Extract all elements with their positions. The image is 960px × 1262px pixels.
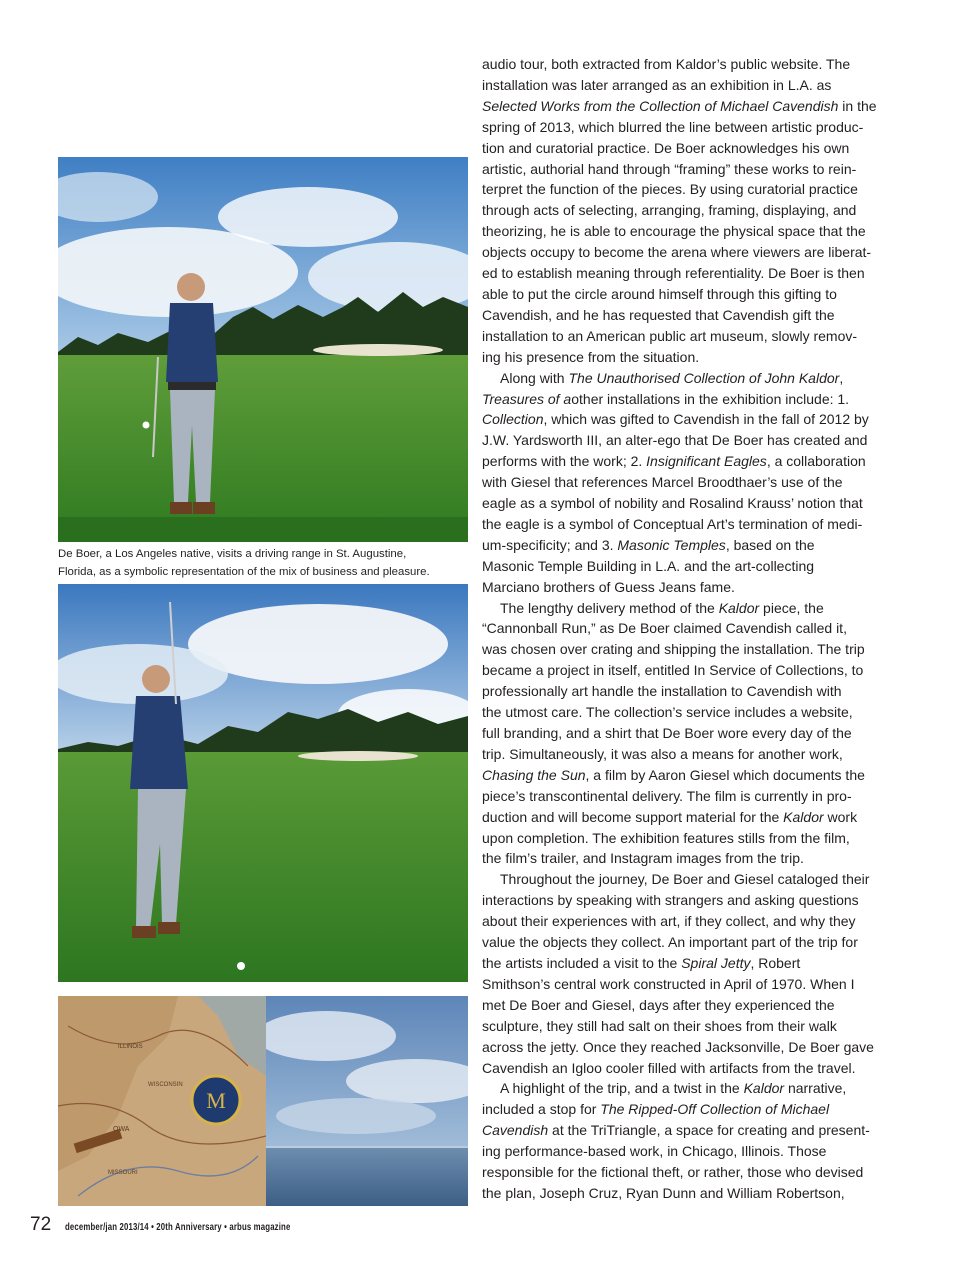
article-line xyxy=(482,618,922,639)
article-text: eagle as a symbol of nobility and Rosalind Krauss’ notion that xyxy=(482,495,863,512)
article-line xyxy=(482,995,922,1016)
article-text: at the TriTriangle, a space for creating and present- xyxy=(548,1122,870,1139)
article-line xyxy=(482,96,922,117)
article-text: Throughout the journey, De Boer and Giesel cataloged their xyxy=(500,871,870,888)
article-text: spring of 2013, which blurred the line between artistic produc- xyxy=(482,118,864,135)
article-italic-title: Kaldor xyxy=(718,599,760,616)
article-line xyxy=(482,577,922,598)
article-line xyxy=(482,430,922,451)
article-line xyxy=(482,368,922,389)
article-line xyxy=(482,1183,922,1204)
article-line xyxy=(482,1162,922,1183)
article-text: artistic, authorial hand through “framing” these works to rein- xyxy=(482,160,857,177)
article-line xyxy=(482,932,922,953)
article-text: , xyxy=(839,369,844,386)
article-text: the artists included a visit to the xyxy=(482,954,682,971)
article-text: , based on the xyxy=(725,536,815,553)
photo-golfer-swinging xyxy=(58,584,468,982)
map-label-bottom: MISSOURI xyxy=(108,1170,138,1176)
article-line xyxy=(482,535,922,556)
article-text: with Giesel that references Marcel Broodthaer’s use of the xyxy=(482,474,843,491)
article-text: Cavendish an Igloo cooler filled with artifacts from the travel. xyxy=(482,1059,856,1076)
article-text: work xyxy=(823,808,858,825)
article-line xyxy=(482,974,922,995)
article-line xyxy=(482,598,922,619)
caption-line-1: De Boer, a Los Angeles native, visits a driving range in St. Augustine, xyxy=(58,548,407,560)
article-line xyxy=(482,848,922,869)
article-text: met De Boer and Giesel, days after they experienced the xyxy=(482,996,835,1013)
article-text: performs with the work; 2. xyxy=(482,453,647,470)
article-text: ed to establish meaning through referentiality. De Boer is then xyxy=(482,265,865,282)
article-text: narrative, xyxy=(784,1080,847,1097)
article-line xyxy=(482,765,922,786)
article-text: Marciano brothers of Guess Jeans fame. xyxy=(482,578,735,595)
article-text: installation was later arranged as an exhibition in L.A. as xyxy=(482,76,832,93)
article-line xyxy=(482,869,922,890)
article-line xyxy=(482,556,922,577)
article-line xyxy=(482,911,922,932)
article-text: was chosen over crating and shipping the installation. The trip xyxy=(482,641,865,658)
article-line xyxy=(482,890,922,911)
article-italic-title: Chasing the Sun xyxy=(482,766,586,783)
article-line xyxy=(482,1099,922,1120)
article-line xyxy=(482,681,922,702)
article-text: objects occupy to become the arena where viewers are liberat- xyxy=(482,244,872,261)
article-text: the utmost care. The collection’s service includes a website, xyxy=(482,704,853,721)
article-text: The lengthy delivery method of the xyxy=(500,599,719,616)
article-text: um-specificity; and 3. xyxy=(482,536,618,553)
article-text: through acts of selecting, arranging, framing, displaying, and xyxy=(482,202,857,219)
map-label-low: OWA xyxy=(113,1126,130,1133)
article-body xyxy=(482,54,922,1204)
article-line xyxy=(482,159,922,180)
article-line xyxy=(482,660,922,681)
article-italic-title: Selected Works from the Collection of Michael Cavendish xyxy=(482,97,839,114)
article-text: Along with xyxy=(500,369,569,386)
article-text: , which was gifted to Cavendish in the fall of 2012 by xyxy=(543,411,869,428)
article-text: full branding, and a shirt that De Boer wore every day of the xyxy=(482,725,852,741)
article-line xyxy=(482,1016,922,1037)
article-italic-title: Kaldor xyxy=(783,808,824,825)
article-line xyxy=(482,138,922,159)
article-text: interactions by speaking with strangers and asking questions xyxy=(482,892,859,909)
article-line xyxy=(482,1141,922,1162)
article-text: the film’s trailer, and Instagram images from the trip. xyxy=(482,850,804,867)
article-line xyxy=(482,639,922,660)
map-label-mid: WISCONSIN xyxy=(148,1082,183,1088)
svg-text:M: M xyxy=(206,1088,226,1113)
article-italic-title: The Unauthorised Collection of John Kaldor xyxy=(568,369,840,386)
article-line xyxy=(482,828,922,849)
article-text: other installations in the exhibition include: 1. xyxy=(571,390,850,407)
article-line xyxy=(482,179,922,200)
article-text: about their experiences with art, if they collect, and why they xyxy=(482,913,856,930)
article-line xyxy=(482,1058,922,1079)
article-italic-title: Collection xyxy=(482,411,544,428)
photo-caption xyxy=(58,545,470,581)
article-text: value the objects they collect. An important part of the trip for xyxy=(482,934,858,951)
article-line xyxy=(482,221,922,242)
article-line xyxy=(482,1120,922,1141)
article-line xyxy=(482,744,922,765)
article-text: responsible for the fictional theft, or rather, those who devised xyxy=(482,1164,864,1181)
article-text: able to put the circle around himself through this gifting to xyxy=(482,285,837,302)
article-text: sculpture, they still had salt on their shoes from their walk xyxy=(482,1017,837,1034)
running-footer: december/jan 2013/14 • 20th Anniversary • arbus magazine xyxy=(65,1222,291,1233)
article-text: ing performance-based work, in Chicago, Illinois. Those xyxy=(482,1143,827,1160)
article-line xyxy=(482,786,922,807)
article-line xyxy=(482,1037,922,1058)
article-italic-title: Treasures of a xyxy=(482,390,572,407)
article-text: Cavendish, and he has requested that Cavendish gift the xyxy=(482,306,835,323)
article-text: , a collaboration xyxy=(766,453,866,470)
article-italic-title: Kaldor xyxy=(743,1080,785,1097)
article-line xyxy=(482,702,922,723)
article-text: in the xyxy=(838,97,877,114)
article-text: theorizing, he is able to encourage the physical space that the xyxy=(482,223,866,240)
article-line xyxy=(482,1078,922,1099)
page-footer xyxy=(30,1214,354,1236)
article-text: Smithson’s central work constructed in April of 1970. When I xyxy=(482,975,855,992)
caption-line-2: Florida, as a symbolic representation of the mix of business and pleasure. xyxy=(58,566,430,578)
article-italic-title: The Ripped-Off Collection of Michael xyxy=(600,1101,830,1118)
article-italic-title: Spiral Jetty xyxy=(681,954,751,971)
sea-photo-svg xyxy=(266,996,468,1206)
article-text: professionally art handle the installation to Cavendish with xyxy=(482,683,842,700)
article-text: piece’s transcontinental delivery. The film is currently in pro- xyxy=(482,787,852,804)
article-line xyxy=(482,953,922,974)
article-text: , a film by Aaron Giesel which documents the xyxy=(585,766,865,783)
article-line xyxy=(482,117,922,138)
article-line xyxy=(482,807,922,828)
article-text: tion and curatorial practice. De Boer acknowledges his own xyxy=(482,139,850,156)
article-line xyxy=(482,347,922,368)
article-text: included a stop for xyxy=(482,1101,601,1118)
article-line xyxy=(482,451,922,472)
article-text: piece, the xyxy=(759,599,824,616)
article-text: became a project in itself, entitled In Service of Collections, to xyxy=(482,662,864,679)
article-text: Masonic Temple Building in L.A. and the art-collecting xyxy=(482,557,815,574)
article-line xyxy=(482,54,922,75)
article-text: the plan, Joseph Cruz, Ryan Dunn and William Robertson, xyxy=(482,1184,845,1201)
photo-golfer-looking-down xyxy=(58,157,468,542)
article-text: trip. Simultaneously, it was also a means for another work, xyxy=(482,745,843,762)
article-text: installation to an American public art museum, slowly remov- xyxy=(482,327,858,344)
article-line xyxy=(482,409,922,430)
map-label-top: ILLINOIS xyxy=(118,1044,143,1050)
article-italic-title: Masonic Temples xyxy=(617,536,726,553)
article-text: , Robert xyxy=(750,954,801,971)
article-text: “Cannonball Run,” as De Boer claimed Cavendish called it, xyxy=(482,620,847,637)
article-line xyxy=(482,514,922,535)
article-line xyxy=(482,242,922,263)
article-text: J.W. Yardsworth III, an alter-ego that De Boer has created and xyxy=(482,432,868,449)
article-line xyxy=(482,263,922,284)
article-line xyxy=(482,389,922,410)
article-text: terpret the function of the pieces. By using curatorial practice xyxy=(482,181,858,198)
article-line xyxy=(482,305,922,326)
photo-sky-and-sea xyxy=(266,996,468,1206)
article-italic-title: Insignificant Eagles xyxy=(646,453,767,470)
article-line xyxy=(482,723,922,744)
article-text: audio tour, both extracted from Kaldor’s public website. The xyxy=(482,56,851,72)
article-italic-title: Cavendish xyxy=(482,1122,549,1139)
article-text: upon completion. The exhibition features stills from the film, xyxy=(482,829,850,846)
article-text: ing his presence from the situation. xyxy=(482,348,700,365)
page-number: 72 xyxy=(30,1214,52,1235)
golf-photo-middle-svg xyxy=(58,584,468,982)
article-text: across the jetty. Once they reached Jacksonville, De Boer gave xyxy=(482,1038,874,1055)
article-text: the eagle is a symbol of Conceptual Art’s termination of medi- xyxy=(482,515,863,532)
article-line xyxy=(482,75,922,96)
photo-map-with-emblem xyxy=(58,996,266,1206)
golf-photo-top-svg xyxy=(58,157,468,542)
article-line xyxy=(482,472,922,493)
map-photo-svg xyxy=(58,996,266,1206)
article-line xyxy=(482,284,922,305)
article-line xyxy=(482,493,922,514)
article-line xyxy=(482,326,922,347)
article-text: A highlight of the trip, and a twist in the xyxy=(500,1080,744,1097)
article-line xyxy=(482,200,922,221)
article-text: duction and will become support material for the xyxy=(482,808,784,825)
